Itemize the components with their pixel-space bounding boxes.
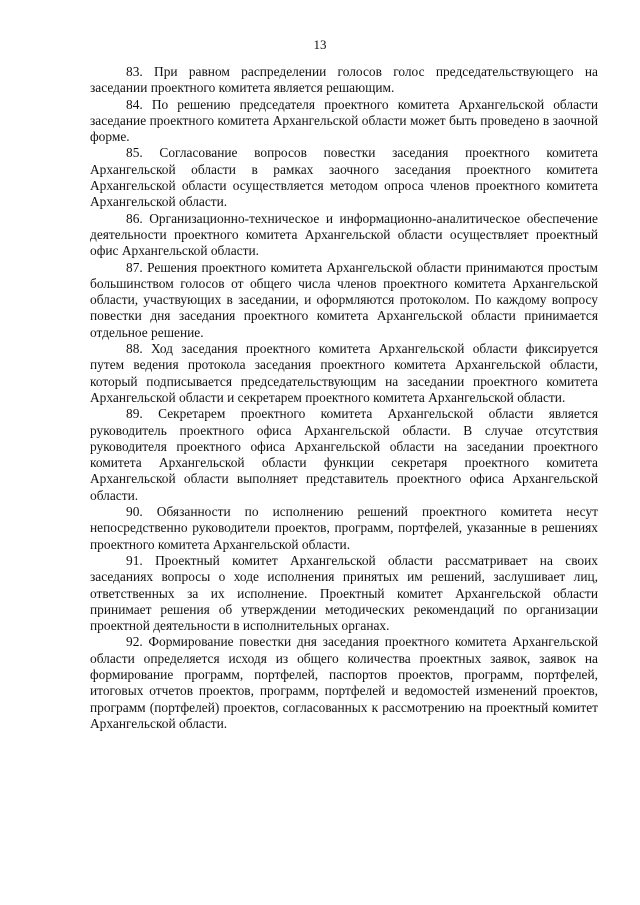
paragraph-83: 83. При равном распределении голосов голос председательствующего на заседании проектного комитета является решающим. xyxy=(90,64,598,96)
paragraph-88: 88. Ход заседания проектного комитета Архангельской области фиксируется путем ведения протокола заседания проектного комитета Архангельской области, который подписывается председательствующим на заседании проектного комитета Архангельской области и секретарем проектного комитета Архангельской области. xyxy=(90,341,598,405)
paragraph-85: 85. Согласование вопросов повестки заседания проектного комитета Архангельской области в рамках заочного заседания проектного комитета Архангельской области осуществляется методом опроса членов проектного комитета Архангельской области. xyxy=(90,145,598,210)
paragraph-87: 87. Решения проектного комитета Архангельской области принимаются простым большинством голосов от общего числа членов проектного комитета Архангельской области, участвующих в заседании, и оформляются протоколом. По каждому вопросу повестки дня заседания проектного комитета Архангельской области принимается отдельное решение. xyxy=(90,259,598,340)
paragraph-90: 90. Обязанности по исполнению решений проектного комитета несут непосредственно руководители проектов, программ, портфелей, указанные в решениях проектного комитета Архангельской области. xyxy=(90,504,598,552)
paragraph-84: 84. По решению председателя проектного комитета Архангельской области заседание проектного комитета Архангельской области может быть проведено в заочной форме. xyxy=(90,96,598,145)
paragraph-91: 91. Проектный комитет Архангельской области рассматривает на своих заседаниях вопросы о ходе исполнения принятых им решений, заслушивает лиц, ответственных за их исполнение. Проектный комитет Архангельской области принимает решения об утверждении методических рекомендаций по организации проектной деятельности в исполнительных органах. xyxy=(90,552,598,634)
paragraph-86: 86. Организационно-техническое и информационно-аналитическое обеспечение деятельности проектного комитета Архангельской области осуществляет проектный офис Архангельской области. xyxy=(90,210,598,259)
page-number: 13 xyxy=(313,37,327,52)
paragraph-89: 89. Секретарем проектного комитета Архангельской области является руководитель проектного офиса Архангельской области. В случае отсутствия руководителя проектного офиса Архангельской области на заседании проектного комитета Архангельской области функции секретаря проектного комитета Архангельской области выполняет представитель проектного офиса Архангельской области. xyxy=(90,406,598,503)
paragraph-92: 92. Формирование повестки дня заседания проектного комитета Архангельской области определяется исходя из общего количества проектных заявок, заявок на формирование программ, портфелей, паспортов проектов, программ, портфелей, итоговых отчетов проектов, программ, портфелей и ведомостей изменений проектов, программ (портфелей) проектов, согласованных к рассмотрению на проектный комитет Архангельской области. xyxy=(90,634,598,731)
document-body xyxy=(90,64,598,732)
